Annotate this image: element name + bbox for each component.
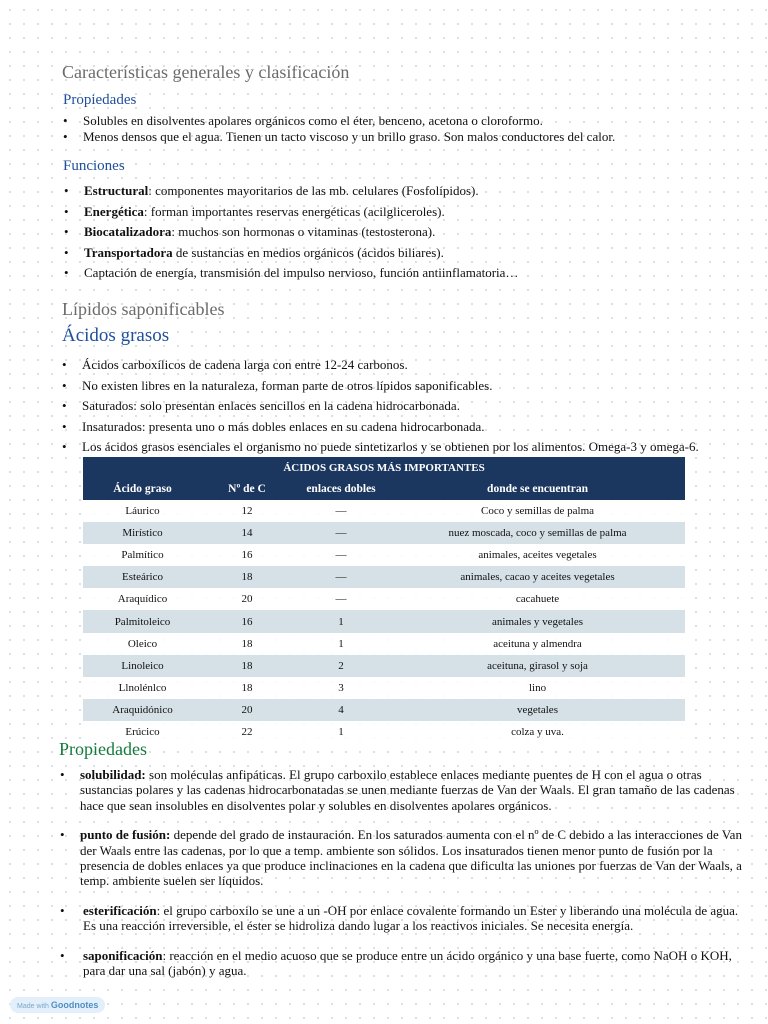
table-row bbox=[83, 500, 685, 522]
table-cell: Linoleico bbox=[83, 655, 202, 677]
table-row bbox=[83, 633, 685, 655]
section-title-caracteristicas: Características generales y clasificación bbox=[62, 62, 350, 82]
table-cell: Coco y semillas de palma bbox=[390, 500, 685, 522]
badge-prefix: Made with bbox=[17, 1003, 49, 1010]
made-with-goodnotes-badge bbox=[10, 997, 105, 1013]
table-cell: — bbox=[292, 500, 390, 522]
table-row bbox=[83, 588, 685, 610]
table-cell: vegetales bbox=[390, 699, 685, 721]
table-cell: — bbox=[292, 566, 390, 588]
table-cell: 18 bbox=[202, 677, 292, 699]
table-row bbox=[83, 566, 685, 588]
table-cell: Palmitoleico bbox=[83, 610, 202, 632]
table-title: ÁCIDOS GRASOS MÁS IMPORTANTES bbox=[83, 457, 685, 478]
table-cell: 2 bbox=[292, 655, 390, 677]
table-cell: aceituna y almendra bbox=[390, 633, 685, 655]
acidos-grasos-list bbox=[62, 355, 762, 458]
list-item: • Energética: forman importantes reservas energéticas (acilgliceroles). bbox=[64, 202, 754, 223]
table-cell: Láurico bbox=[83, 500, 202, 522]
table-cell: 16 bbox=[202, 610, 292, 632]
list-item: • saponificación: reacción en el medio acuoso que se produce entre un ácido orgánico y una base fuerte, como NaOH o KOH, para dar una sal (jabón) y agua. bbox=[60, 948, 750, 979]
table-cell: 14 bbox=[202, 522, 292, 544]
fatty-acids-table bbox=[83, 457, 685, 743]
table-cell: Esteárico bbox=[83, 566, 202, 588]
heading-acidos-grasos: Ácidos grasos bbox=[62, 325, 170, 346]
table-cell: lino bbox=[390, 677, 685, 699]
table-row bbox=[83, 655, 685, 677]
propiedades-acidos-list bbox=[60, 767, 750, 978]
table-row bbox=[83, 610, 685, 632]
table-cell: 12 bbox=[202, 500, 292, 522]
funciones-list bbox=[64, 181, 754, 284]
table-cell: 16 bbox=[202, 544, 292, 566]
table-cell: Palmítico bbox=[83, 544, 202, 566]
list-item: • Menos densos que el agua. Tienen un tacto viscoso y un brillo graso. Son malos conductores del calor. bbox=[63, 129, 753, 145]
table-cell: aceituna, girasol y soja bbox=[390, 655, 685, 677]
table-cell: animales, cacao y aceites vegetales bbox=[390, 566, 685, 588]
table-cell: — bbox=[292, 588, 390, 610]
table-cell: 1 bbox=[292, 633, 390, 655]
table-cell: 20 bbox=[202, 699, 292, 721]
column-header: donde se encuentran bbox=[390, 478, 685, 500]
list-item: • Insaturados: presenta uno o más dobles enlaces en su cadena hidrocarbonada. bbox=[62, 417, 762, 438]
table-cell: Oleico bbox=[83, 633, 202, 655]
table-row bbox=[83, 522, 685, 544]
table-row bbox=[83, 677, 685, 699]
table-cell: 18 bbox=[202, 655, 292, 677]
list-item: • punto de fusión: depende del grado de instauración. En los saturados aumenta con el nº de C debido a las interacciones de Van der Waals entre las cadenas, por lo que a temp. ambiente son sólidos. Los insaturados tienen menor punto de fusión por la presencia de dobles enlaces ya que produce inclinaciones en la cadena que dificulta las uniones por fuerzas de Van der Waals, a temp. ambiente suelen ser líquidos. bbox=[60, 827, 750, 889]
table-cell: cacahuete bbox=[390, 588, 685, 610]
table-row bbox=[83, 544, 685, 566]
table-cell: Araquidónico bbox=[83, 699, 202, 721]
list-item: • Saturados: solo presentan enlaces sencillos en la cadena hidrocarbonada. bbox=[62, 396, 762, 417]
heading-propiedades: Propiedades bbox=[63, 92, 137, 108]
list-item: • Estructural: componentes mayoritarios de las mb. celulares (Fosfolípidos). bbox=[64, 181, 754, 202]
list-item: • Ácidos carboxílicos de cadena larga con entre 12-24 carbonos. bbox=[62, 355, 762, 376]
table-cell: 18 bbox=[202, 633, 292, 655]
column-header: Nº de C bbox=[202, 478, 292, 500]
table-row bbox=[83, 699, 685, 721]
table-cell: 4 bbox=[292, 699, 390, 721]
badge-brand: Goodnotes bbox=[50, 1000, 99, 1010]
table-cell: 1 bbox=[292, 610, 390, 632]
table-cell: Araquídico bbox=[83, 588, 202, 610]
list-item: • solubilidad: son moléculas anfipáticas. El grupo carboxilo establece enlaces mediante puentes de H con el agua o otras sustancias polares y las cadenas hidrocarbonatadas se unen mediante fuerzas de Van der Waals. El gran tamaño de las cadenas hace que sean insolubles en disolventes polar y solubles en disolventes apolares orgánicos. bbox=[60, 767, 750, 813]
table-cell: 22 bbox=[202, 721, 292, 743]
table-cell: 3 bbox=[292, 677, 390, 699]
table-cell: Mirístico bbox=[83, 522, 202, 544]
table-cell: 20 bbox=[202, 588, 292, 610]
table-cell: animales, aceites vegetales bbox=[390, 544, 685, 566]
table-cell: Llnolénlco bbox=[83, 677, 202, 699]
propiedades-list bbox=[63, 113, 753, 145]
heading-funciones: Funciones bbox=[63, 158, 125, 174]
table-cell: Erúcico bbox=[83, 721, 202, 743]
table-cell: 18 bbox=[202, 566, 292, 588]
table-cell: — bbox=[292, 522, 390, 544]
column-header: Ácido graso bbox=[83, 478, 202, 500]
table-row bbox=[83, 721, 685, 743]
heading-propiedades-acidos: Propiedades bbox=[59, 739, 147, 759]
table-cell: 1 bbox=[292, 721, 390, 743]
list-item: • Captación de energía, transmisión del impulso nervioso, función antiinflamatoria… bbox=[64, 263, 754, 284]
section-title-lipidos: Lípidos saponificables bbox=[62, 299, 225, 319]
table-cell: — bbox=[292, 544, 390, 566]
list-item: • Biocatalizadora: muchos son hormonas o vitaminas (testosterona). bbox=[64, 222, 754, 243]
column-header: enlaces dobles bbox=[292, 478, 390, 500]
table-cell: colza y uva. bbox=[390, 721, 685, 743]
table-cell: animales y vegetales bbox=[390, 610, 685, 632]
list-item: • Los ácidos grasos esenciales el organismo no puede sintetizarlos y se obtienen por los alimentos. Omega-3 y omega-6. bbox=[62, 437, 762, 458]
list-item: • esterificación: el grupo carboxilo se une a un -OH por enlace covalente formando un Ester y liberando una molécula de agua. Es una reacción irreversible, el éster se hidroliza dando lugar a los reactivos iniciales. Se necesita energía. bbox=[60, 903, 750, 934]
list-item: • Solubles en disolventes apolares orgánicos como el éter, benceno, acetona o cloroformo. bbox=[63, 113, 753, 129]
list-item: • Transportadora de sustancias en medios orgánicos (ácidos biliares). bbox=[64, 243, 754, 264]
list-item: • No existen libres en la naturaleza, forman parte de otros lípidos saponificables. bbox=[62, 376, 762, 397]
table-cell: nuez moscada, coco y semillas de palma bbox=[390, 522, 685, 544]
